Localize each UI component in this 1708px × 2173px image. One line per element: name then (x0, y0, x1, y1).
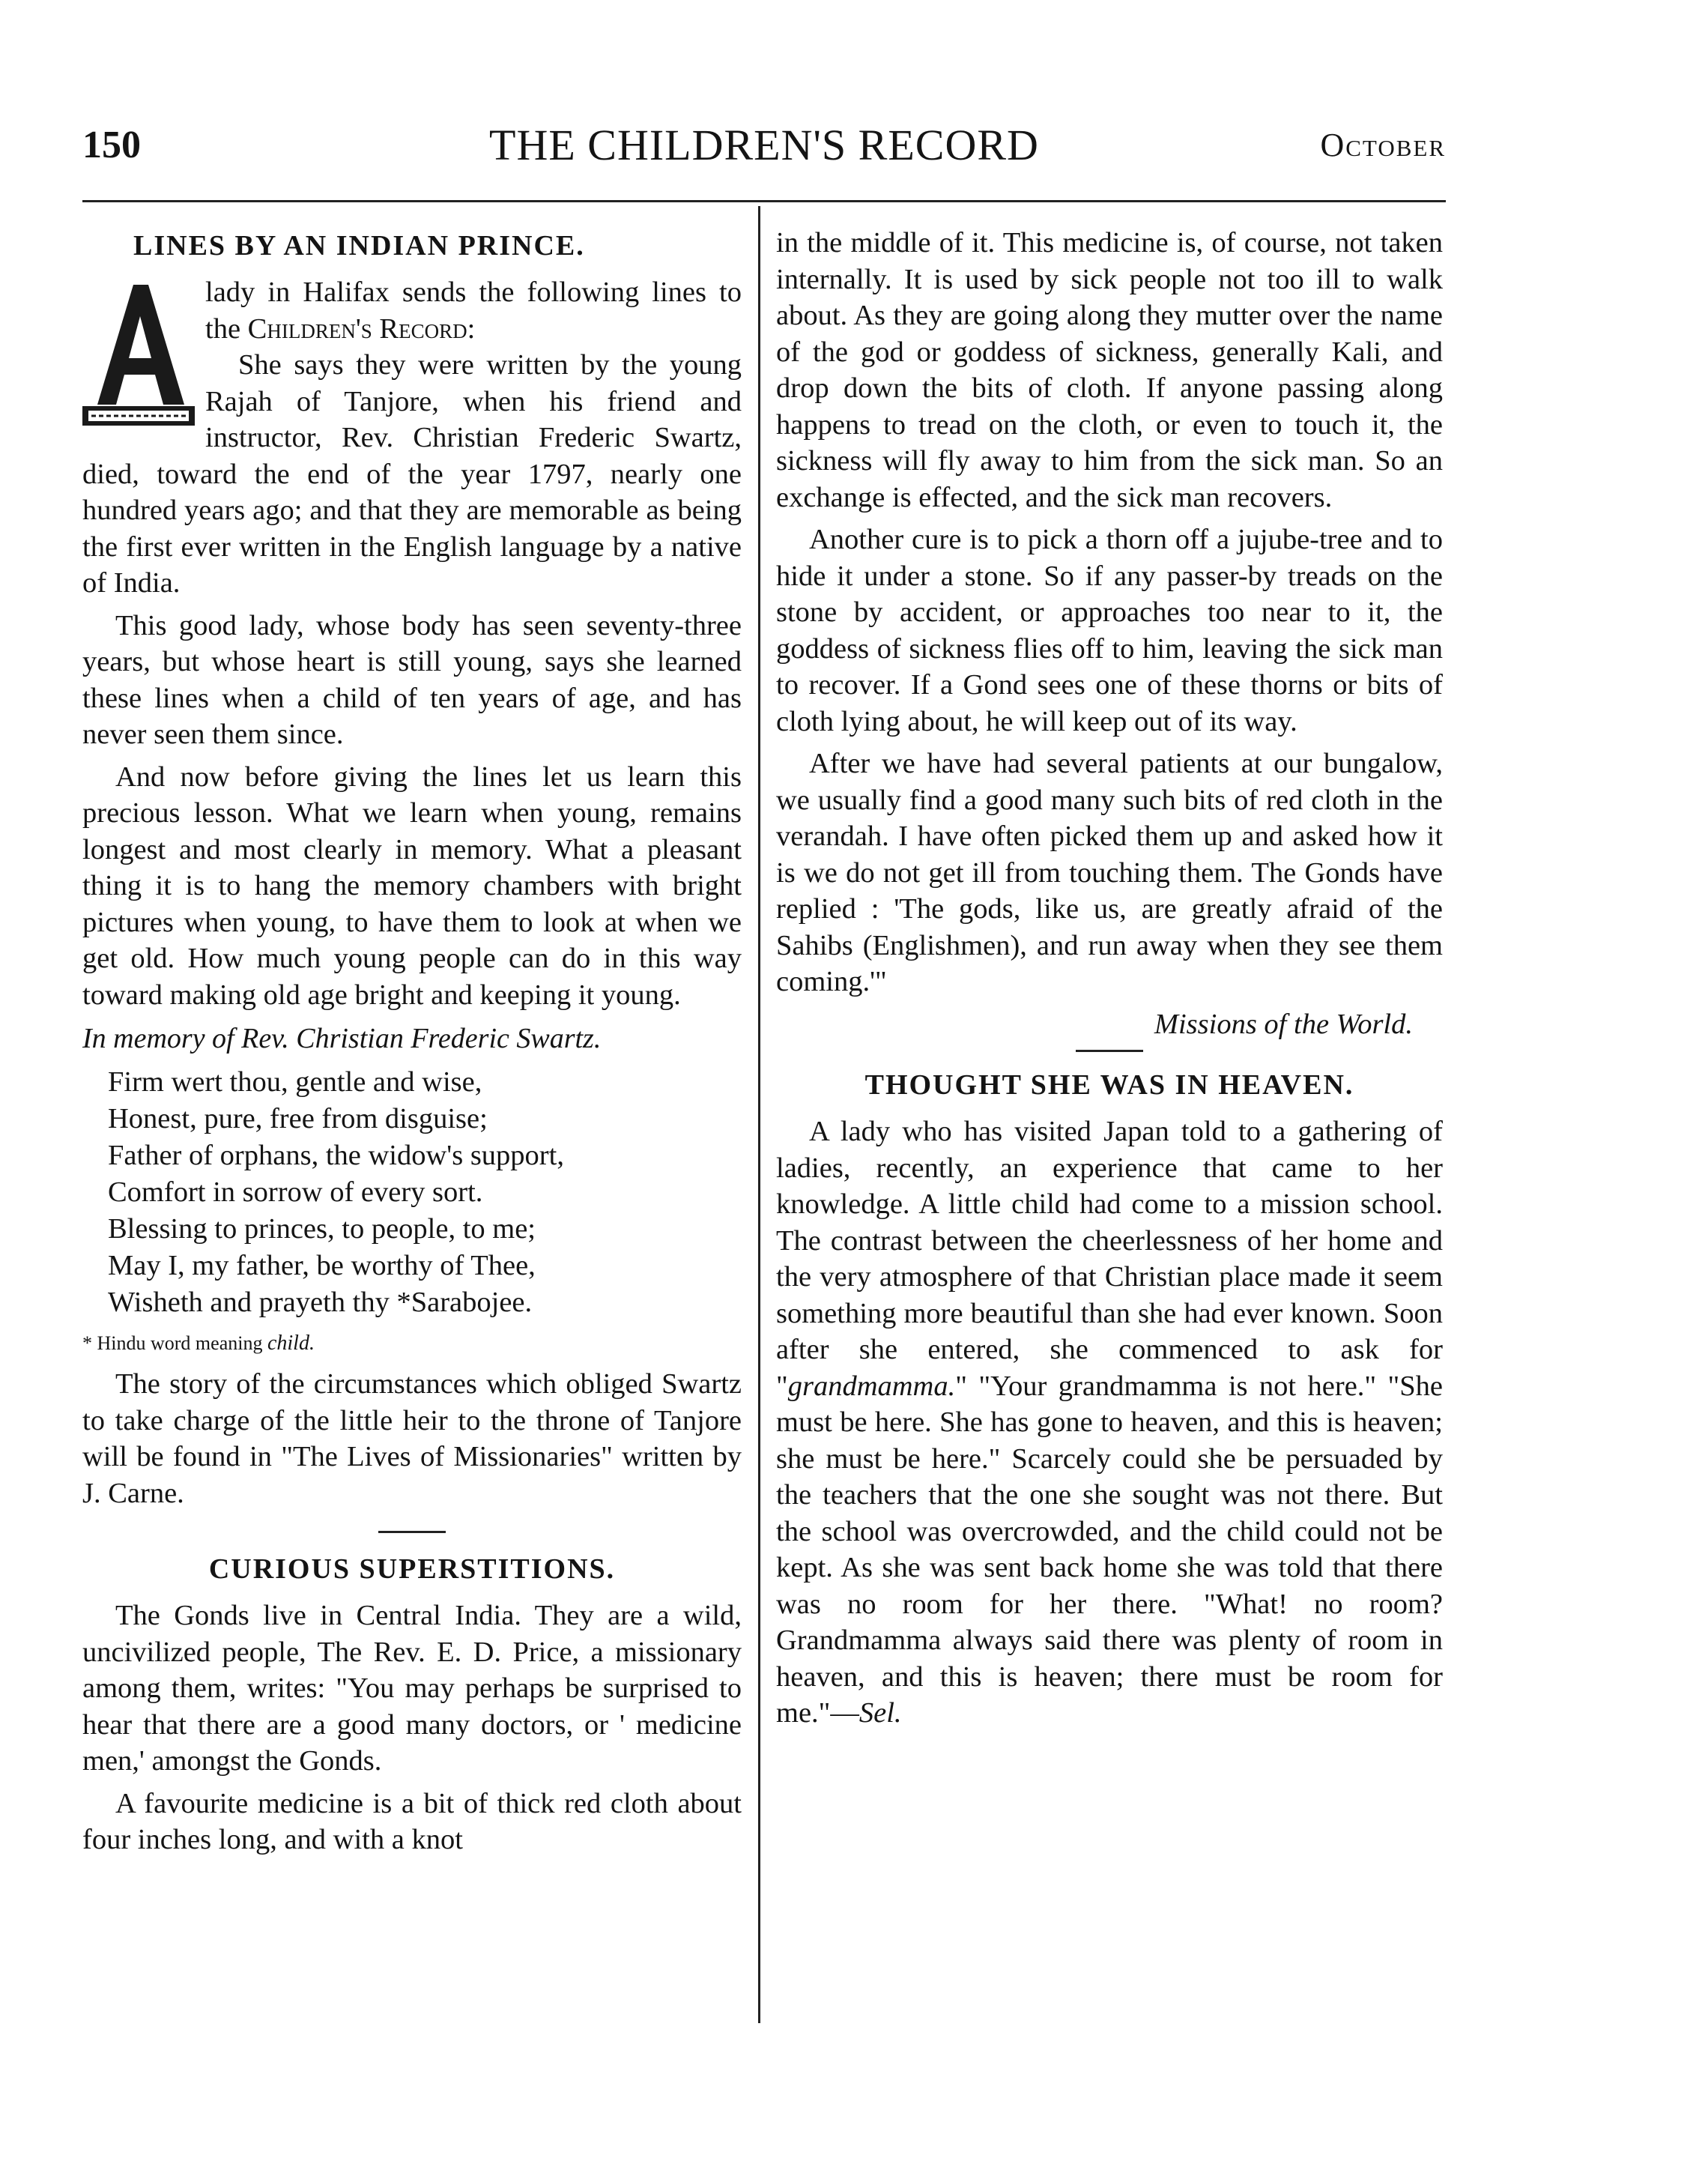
drop-cap-a-icon (82, 279, 195, 429)
section-divider (378, 1531, 446, 1533)
footnote: * Hindu word meaning child. (82, 1332, 315, 1355)
page-number: 150 (82, 124, 141, 166)
article-paragraph: in the middle of it. This medicine is, of course, not taken internally. It is used by sick people not too ill to walk about. As they are going along they mutter over the name of the god or goddess of sickness, generally Kali, and drop down the bits of cloth. If anyone passing along happens to tread on the cloth, or even to touch it, the sickness will fly away to him from the sick man. So an exchange is effected, and the sick man recovers. (776, 227, 1443, 513)
right-column (776, 225, 1443, 1738)
header-rule (82, 200, 1446, 202)
drop-cap-letter: A (131, 372, 148, 396)
poem-line: Father of orphans, the widow's support, (108, 1140, 564, 1171)
article-paragraph: The Gonds live in Central India. They are a wild, uncivilized people, The Rev. E. D. Price, a missionary among them, writes: "You may perhaps be surprised to hear that there are a good many doctors, or ' medicine men,' amongst the Gonds. (82, 1600, 742, 1777)
article-paragraph: A favourite medicine is a bit of thick red cloth about four inches long, and with a knot (82, 1787, 742, 1855)
column-divider (758, 206, 760, 2023)
section-divider (1076, 1050, 1143, 1052)
article-paragraph: The story of the circumstances which obliged Swartz to take charge of the little heir to the throne of Tanjore will be found in "The Lives of Missionaries" written by J. Carne. (82, 1368, 742, 1509)
article-paragraph: A lady who has visited Japan told to a gathering of ladies, recently, an experience that came to her knowledge. A little child had come to a mission school. The contrast between the cheerlessness of her home and the very atmosphere of that Christian place made it seem something more beautiful than she had ever known. Soon after she entered, she commenced to ask for "grandmamma." "Your grandmamma is not here." "She must be here. She has gone to heaven, and this is heaven; she must be here." Scarcely could she be persuaded by the teachers that the one she sought was not there. But the school was overcrowded, and the child could not be kept. As she was sent back home she was told that there was no room for her there. "What! no room? Grandmamma always said there was plenty of room in heaven, and this is heaven; there must be room for me."—Sel. (776, 1116, 1443, 1729)
poem-line: May I, my father, be worthy of Thee, (108, 1250, 536, 1281)
article-attribution: Missions of the World. (1154, 1008, 1413, 1040)
poem-line: Wisheth and prayeth thy *Sarabojee. (108, 1287, 533, 1318)
poem-line: Firm wert thou, gentle and wise, (108, 1066, 482, 1098)
article-paragraph: After we have had several patients at our bungalow, we usually find a good many such bits of red cloth in the verandah. I have often picked them up and asked how it is we do not get ill from touching them. The Gonds have replied : 'The gods, like us, are greatly afraid of the Sahibs (Englishmen), and run away when they see them coming.'" (776, 748, 1443, 997)
poem-dedication: In memory of Rev. Christian Frederic Swartz. (82, 1023, 602, 1054)
poem-line: Honest, pure, free from disguise; (108, 1103, 488, 1134)
poem (108, 1064, 742, 1321)
article-source: Sel. (858, 1697, 902, 1729)
poem-line: Comfort in sorrow of every sort. (108, 1176, 483, 1208)
article-heading-lines-by-an-indian-prince: LINES BY AN INDIAN PRINCE. (133, 230, 585, 262)
running-title: THE CHILDREN'S RECORD (489, 121, 1039, 169)
article-paragraph: This good lady, whose body has seen seventy-three years, but whose heart is still young, says she learned these lines when a child of ten years of age, and has never seen them since. (82, 609, 742, 750)
left-column (82, 225, 742, 1864)
article-heading-thought-she-was-in-heaven: THOUGHT SHE WAS IN HEAVEN. (864, 1069, 1354, 1101)
magazine-name: Children's Record (247, 312, 467, 345)
issue-month: October (1320, 127, 1446, 163)
article-paragraph: Another cure is to pick a thorn off a jujube-tree and to hide it under a stone. So if any passer-by treads on the stone by accident, or approaches too near to it, the goddess of sickness flies off to him, leaving the sick man to recover. If a Gond sees one of these thorns or bits of cloth lying about, he will keep out of its way. (776, 524, 1443, 737)
poem-line: Blessing to princes, to people, to me; (108, 1213, 536, 1245)
page-header (82, 112, 1446, 195)
article-paragraph: A lady in Halifax sends the following lines to the Children's Record: She says they were written by the young Rajah of Tanjore, when his friend and instructor, Rev. Christian Frederic Swartz, died, toward the end of the year 1797, nearly one hundred years ago; and that they are memorable as being the first ever written in the English language by a native of India. (82, 276, 742, 599)
article-paragraph: And now before giving the lines let us learn this precious lesson. What we learn when young, remains longest and most clearly in memory. What a pleasant thing it is to hang the memory chambers with bright pictures when young, to have them to look at when we get old. How much young people can do in this way toward making old age bright and keeping it young. (82, 761, 742, 1011)
article-heading-curious-superstitions: CURIOUS SUPERSTITIONS. (208, 1553, 616, 1585)
